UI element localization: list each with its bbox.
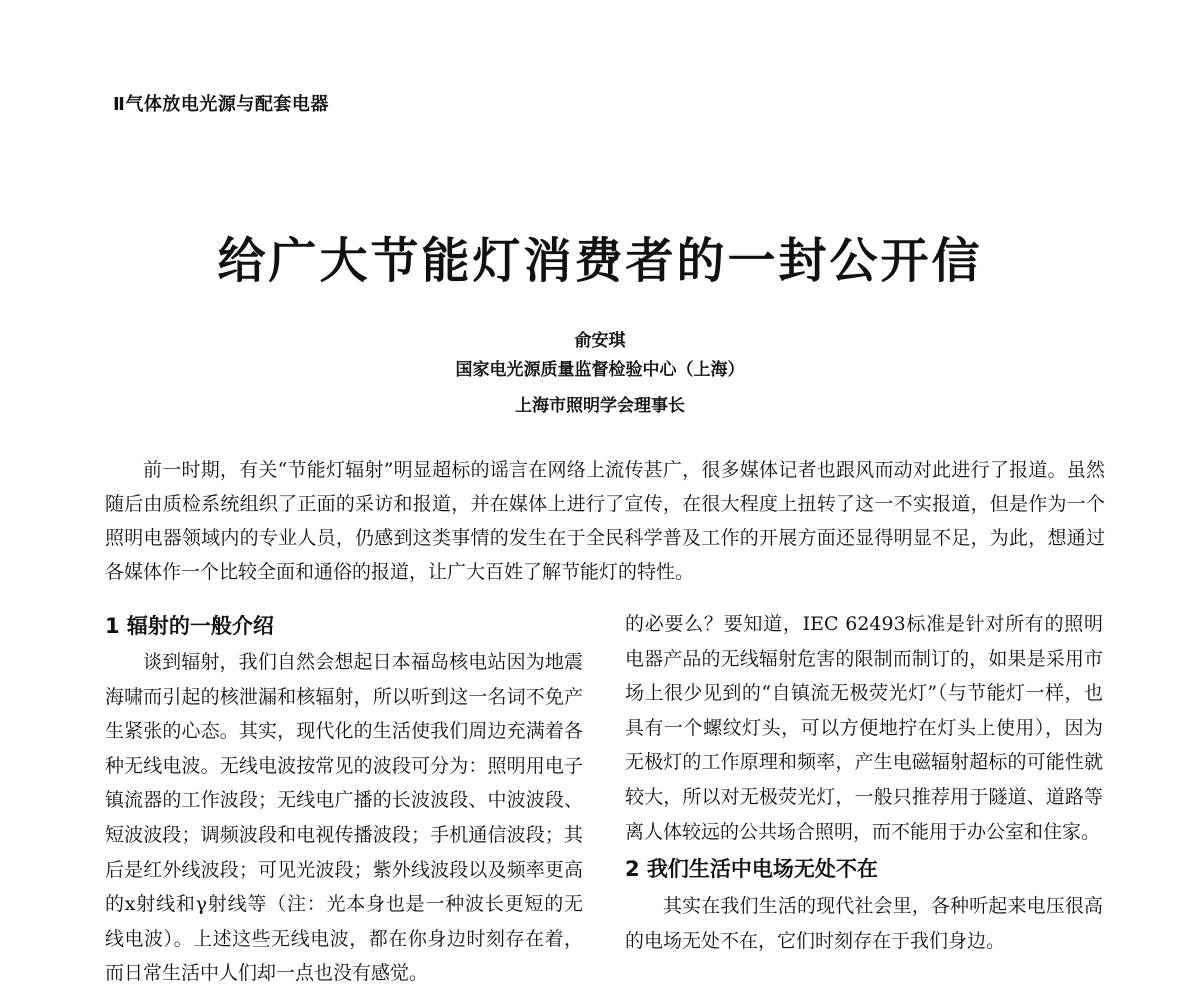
- section-1-heading: 1 辐射的一般介绍: [105, 614, 274, 638]
- section-2-heading: 2 我们生活中电场无处不在: [625, 857, 878, 882]
- running-head: Ⅱ气体放电光源与配套电器: [113, 94, 329, 115]
- author-name: 俞安琪: [574, 331, 626, 351]
- left-column: [105, 607, 583, 991]
- author-affiliation-1: 国家电光源质量监督检验中心（上海）: [455, 360, 745, 380]
- section-2-body: 其实在我们生活的现代社会里，各种听起来电压很高的电场无处不在，它们时刻存在于我们身边。: [625, 895, 1103, 952]
- right-column-continuation: 的必要么？要知道，IEC 62493标准是针对所有的照明电器产品的无线辐射危害的限制而制订的，如果是采用市场上很少见到的“自镇流无极荧光灯”（与节能灯一样，也具有一个螺纹灯头，可以方便地拧在灯头上使用），因为无极灯的工作原理和频率，产生电磁辐射超标的可能性就较大，所以对无极荧光灯，一般只推荐用于隧道、道路等离人体较远的公共场合照明，而不能用于办公室和住家。: [625, 613, 1103, 843]
- right-column: [625, 607, 1103, 958]
- article-title: 给广大节能灯消费者的一封公开信: [217, 233, 983, 289]
- author-affiliation-2: 上海市照明学会理事长: [515, 396, 685, 416]
- intro-paragraph: 前一时期，有关“节能灯辐射”明显超标的谣言在网络上流传甚广，很多媒体记者也跟风而动对此进行了报道。虽然随后由质检系统组织了正面的采访和报道，并在媒体上进行了宣传，在很大程度上扭转了这一不实报道，但是作为一个照明电器领域内的专业人员，仍感到这类事情的发生在于全民科学普及工作的开展方面还显得明显不足，为此，想通过各媒体作一个比较全面和通俗的报道，让广大百姓了解节能灯的特性。: [105, 459, 1105, 583]
- section-1-body: 谈到辐射，我们自然会想起日本福岛核电站因为地震海啸而引起的核泄漏和核辐射，所以听到这一名词不免产生紧张的心态。其实，现代化的生活使我们周边充满着各种无线电波。无线电波按常见的波段可分为：照明用电子镇流器的工作波段；无线电广播的长波波段、中波波段、短波波段；调频波段和电视传播波段；手机通信波段；其后是红外线波段；可见光波段；紫外线波段以及频率更高的x射线和γ射线等（注：光本身也是一种波长更短的无线电波）。上述这些无线电波，都在你身边时刻存在着，而日常生活中人们却一点也没有感觉。: [105, 651, 583, 985]
